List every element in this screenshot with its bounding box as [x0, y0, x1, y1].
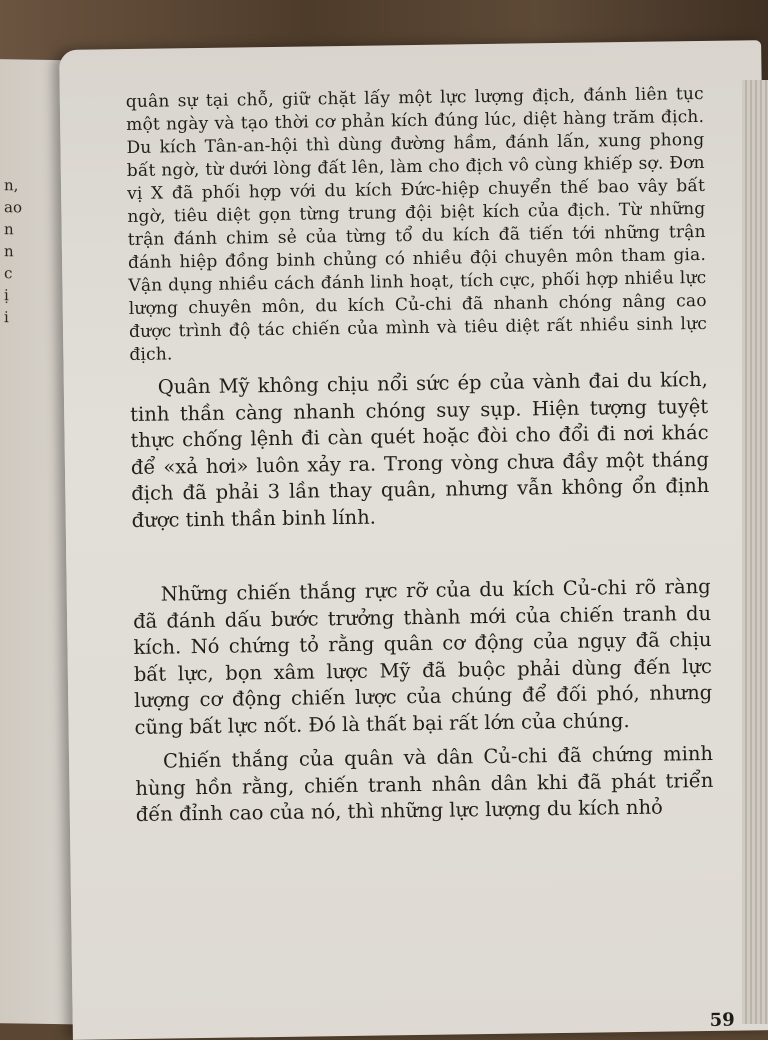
left-fragment: c: [4, 264, 13, 283]
paragraph: Những chiến thắng rực rỡ của du kích Củ-chi rõ ràng đã đánh dấu bước trưởng thành mới của chiến tranh du kích. Nó chứng tỏ rằng quân cơ động của ngụy đã chịu bất lực, bọn xâm lược Mỹ đã buộc phải dùng đến lực lượng cơ động chiến lược của chúng để đối phó, nhưng cũng bất lực nốt. Đó là thất bại rất lớn của chúng.: [132, 574, 713, 739]
right-page: [59, 40, 768, 1040]
left-fragment: n,: [4, 176, 19, 195]
left-fragment: ị: [4, 286, 9, 305]
left-fragment: n: [4, 220, 14, 239]
left-fragment: n: [4, 242, 14, 261]
left-page-fragments: [4, 174, 24, 328]
page-edges: [742, 80, 768, 1024]
paragraph: quân sự tại chỗ, giữ chặt lấy một lực lượng địch, đánh liên tục một ngày và tạo thời cơ phản kích đúng lúc, diệt hàng trăm địch. Du kích Tân-an-hội thì dùng đường hầm, đánh lấn, xung phong bất ngờ, từ dưới lòng đất lên, làm cho địch vô cùng khiếp sợ. Đơn vị X đã phối hợp với du kích Đức-hiệp chuyển thế bao vây bất ngờ, tiêu diệt gọn từng trung đội biệt kích của địch. Từ những trận đánh chim sẻ của từng tổ du kích đã tiến tới những trận đánh hiệp đồng binh chủng có nhiều đội chuyên môn tham gia. Vận dụng nhiều cách đánh linh hoạt, tích cực, phối hợp nhiều lực lượng chuyên môn, du kích Củ-chi đã nhanh chóng nâng cao được trình độ tác chiến của mình và tiêu diệt rất nhiều sinh lực địch.: [125, 83, 708, 365]
left-fragment: i: [4, 308, 9, 327]
page-number: 59: [709, 1009, 735, 1031]
left-fragment: ao: [4, 198, 22, 217]
paragraph: Chiến thắng của quân và dân Củ-chi đã chứng minh hùng hồn rằng, chiến tranh nhân dân khi đã phát triển đến đỉnh cao của nó, thì những lực lượng du kích nhỏ: [135, 741, 714, 826]
page-text: [126, 83, 714, 828]
paragraph: Quân Mỹ không chịu nổi sức ép của vành đai du kích, tinh thần càng nhanh chóng suy sụp. Hiện tượng tuyệt thực chống lệnh đi càn quét hoặc đòi cho đổi đi nơi khác để «xả hơi» luôn xảy ra. Trong vòng chưa đầy một tháng địch đã phải 3 lần thay quân, nhưng vẫn không ổn định được tinh thần binh lính.: [130, 367, 710, 532]
